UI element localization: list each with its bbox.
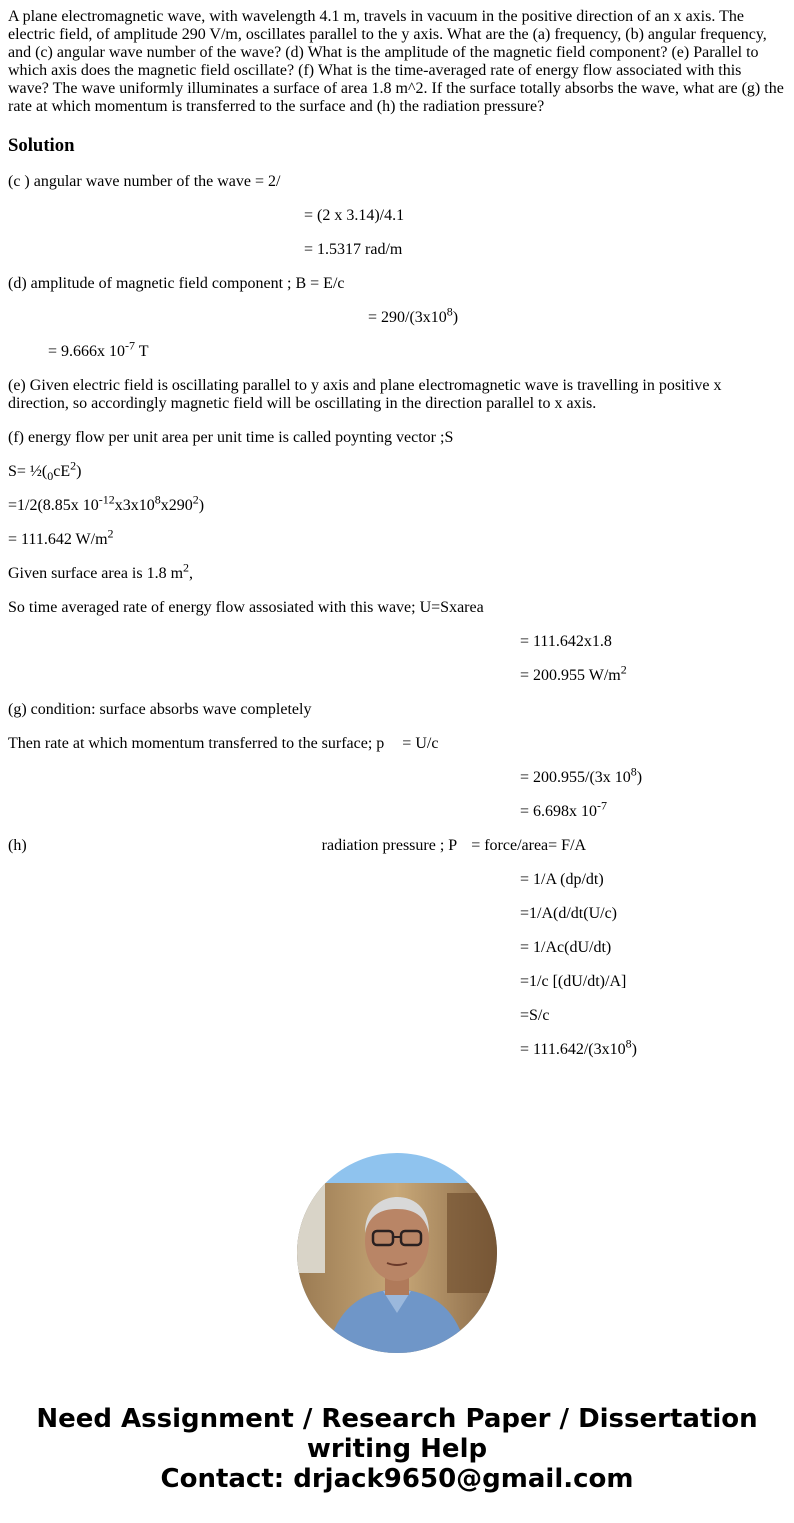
- author-avatar: [297, 1153, 497, 1353]
- part-f-line-2: [8, 458, 786, 484]
- part-h-line-6: =S/c: [520, 1007, 550, 1024]
- part-f-line-3: [8, 492, 786, 515]
- superscript: 2: [192, 492, 199, 507]
- text-fragment: ): [636, 769, 643, 786]
- part-g-line-2: [8, 735, 786, 753]
- part-h-line-7: [8, 1036, 786, 1059]
- part-c-line-3: = 1.5317 rad/m: [304, 241, 403, 258]
- part-c-line-2: = (2 x 3.14)/4.1: [304, 207, 405, 224]
- superscript: -12: [98, 492, 115, 507]
- superscript: 2: [70, 458, 77, 473]
- text-fragment: =1/2(8.85x 10: [8, 497, 99, 514]
- superscript: 8: [446, 304, 453, 319]
- text-fragment: = 200.955/(3x 10: [520, 769, 631, 786]
- superscript: 8: [154, 492, 161, 507]
- superscript: -7: [597, 798, 608, 813]
- text-fragment: x3x10: [114, 497, 155, 514]
- text-fragment: = U/c: [402, 735, 439, 752]
- part-h-line-4: = 1/Ac(dU/dt): [520, 939, 612, 956]
- text-fragment: ,: [189, 565, 194, 582]
- part-h-line-5: =1/c [(dU/dt)/A]: [520, 973, 627, 990]
- text-fragment: Given surface area is 1.8 m: [8, 565, 184, 582]
- part-f-line-1: (f) energy flow per unit area per unit time is called poynting vector ;S: [8, 429, 454, 446]
- part-e-line-1: (e) Given electric field is oscillating parallel to y axis and plane electromagnetic wave is travelling in positive x direction, so accordingly magnetic field will be oscillating in the direction parallel to x axis.: [8, 377, 722, 412]
- text-fragment: ): [76, 463, 82, 480]
- text-fragment: = 290/(3x10: [368, 309, 447, 326]
- part-g-line-1: (g) condition: surface absorbs wave completely: [8, 701, 312, 718]
- text-fragment: T: [135, 343, 149, 360]
- text-fragment: (h): [8, 837, 27, 854]
- text-fragment: S= ½(: [8, 463, 48, 480]
- part-d-line-3: [8, 338, 786, 361]
- part-f-line-8: [8, 662, 786, 685]
- text-fragment: = 6.698x 10: [520, 803, 598, 820]
- text-fragment: = 111.642/(3x10: [520, 1041, 626, 1058]
- superscript: 2: [107, 526, 114, 541]
- promo-contact-line: Contact: drjack9650@gmail.com: [160, 1464, 634, 1494]
- text-fragment: ): [198, 497, 205, 514]
- part-h-line-2: = 1/A (dp/dt): [520, 871, 604, 888]
- text-fragment: = force/area= F/A: [471, 837, 587, 854]
- part-h-line-3: =1/A(d/dt(U/c): [520, 905, 617, 922]
- avatar-portrait-image: [297, 1153, 497, 1353]
- promo-line-2: writing Help: [306, 1434, 488, 1464]
- superscript: 8: [630, 764, 637, 779]
- solution-heading: Solution: [8, 135, 75, 156]
- superscript: 2: [620, 662, 627, 677]
- text-fragment: radiation pressure ; P: [321, 837, 458, 854]
- text-fragment: = 200.955 W/m: [520, 667, 621, 684]
- part-f-line-6: So time averaged rate of energy flow assosiated with this wave; U=Sxarea: [8, 599, 484, 616]
- part-h-line-1: [8, 837, 786, 855]
- part-d-line-2: [8, 304, 786, 327]
- text-fragment: = 111.642 W/m: [8, 531, 108, 548]
- text-fragment: ): [452, 309, 459, 326]
- part-d-line-1: (d) amplitude of magnetic field component ; B = E/c: [8, 275, 345, 292]
- promo-banner: [0, 1404, 794, 1494]
- part-f-line-4: [8, 526, 786, 549]
- superscript: -7: [125, 338, 136, 353]
- part-g-line-3: [8, 764, 786, 787]
- text-fragment: ): [631, 1041, 637, 1058]
- text-fragment: = 9.666x 10: [48, 343, 126, 360]
- superscript: 8: [625, 1036, 632, 1051]
- text-fragment: x290: [160, 497, 193, 514]
- promo-line-1: Need Assignment / Research Paper / Dissertation: [36, 1404, 758, 1434]
- question-text: A plane electromagnetic wave, with wavelength 4.1 m, travels in vacuum in the positive direction of an x axis. The electric field, of amplitude 290 V/m, oscillates parallel to the y axis. What are the (a) frequency, (b) angular frequency, and (c) angular wave number of the wave? (d) What is the amplitude of the magnetic field component? (e) Parallel to which axis does the magnetic field oscillate? (f) What is the time-averaged rate of energy flow associated with this wave? The wave uniformly illuminates a surface of area 1.8 m^2. If the surface totally absorbs the wave, what are (g) the rate at which momentum is transferred to the surface and (h) the radiation pressure?: [8, 8, 784, 115]
- text-fragment: cE: [53, 463, 71, 480]
- superscript: 2: [183, 560, 190, 575]
- text-fragment: Then rate at which momentum transferred to the surface; p: [8, 735, 385, 752]
- part-f-line-7: = 111.642x1.8: [520, 633, 612, 650]
- part-c-line-1: (c ) angular wave number of the wave = 2/: [8, 173, 281, 190]
- part-f-line-5: [8, 560, 786, 583]
- part-g-line-4: [8, 798, 786, 821]
- subscript: 0: [47, 469, 54, 484]
